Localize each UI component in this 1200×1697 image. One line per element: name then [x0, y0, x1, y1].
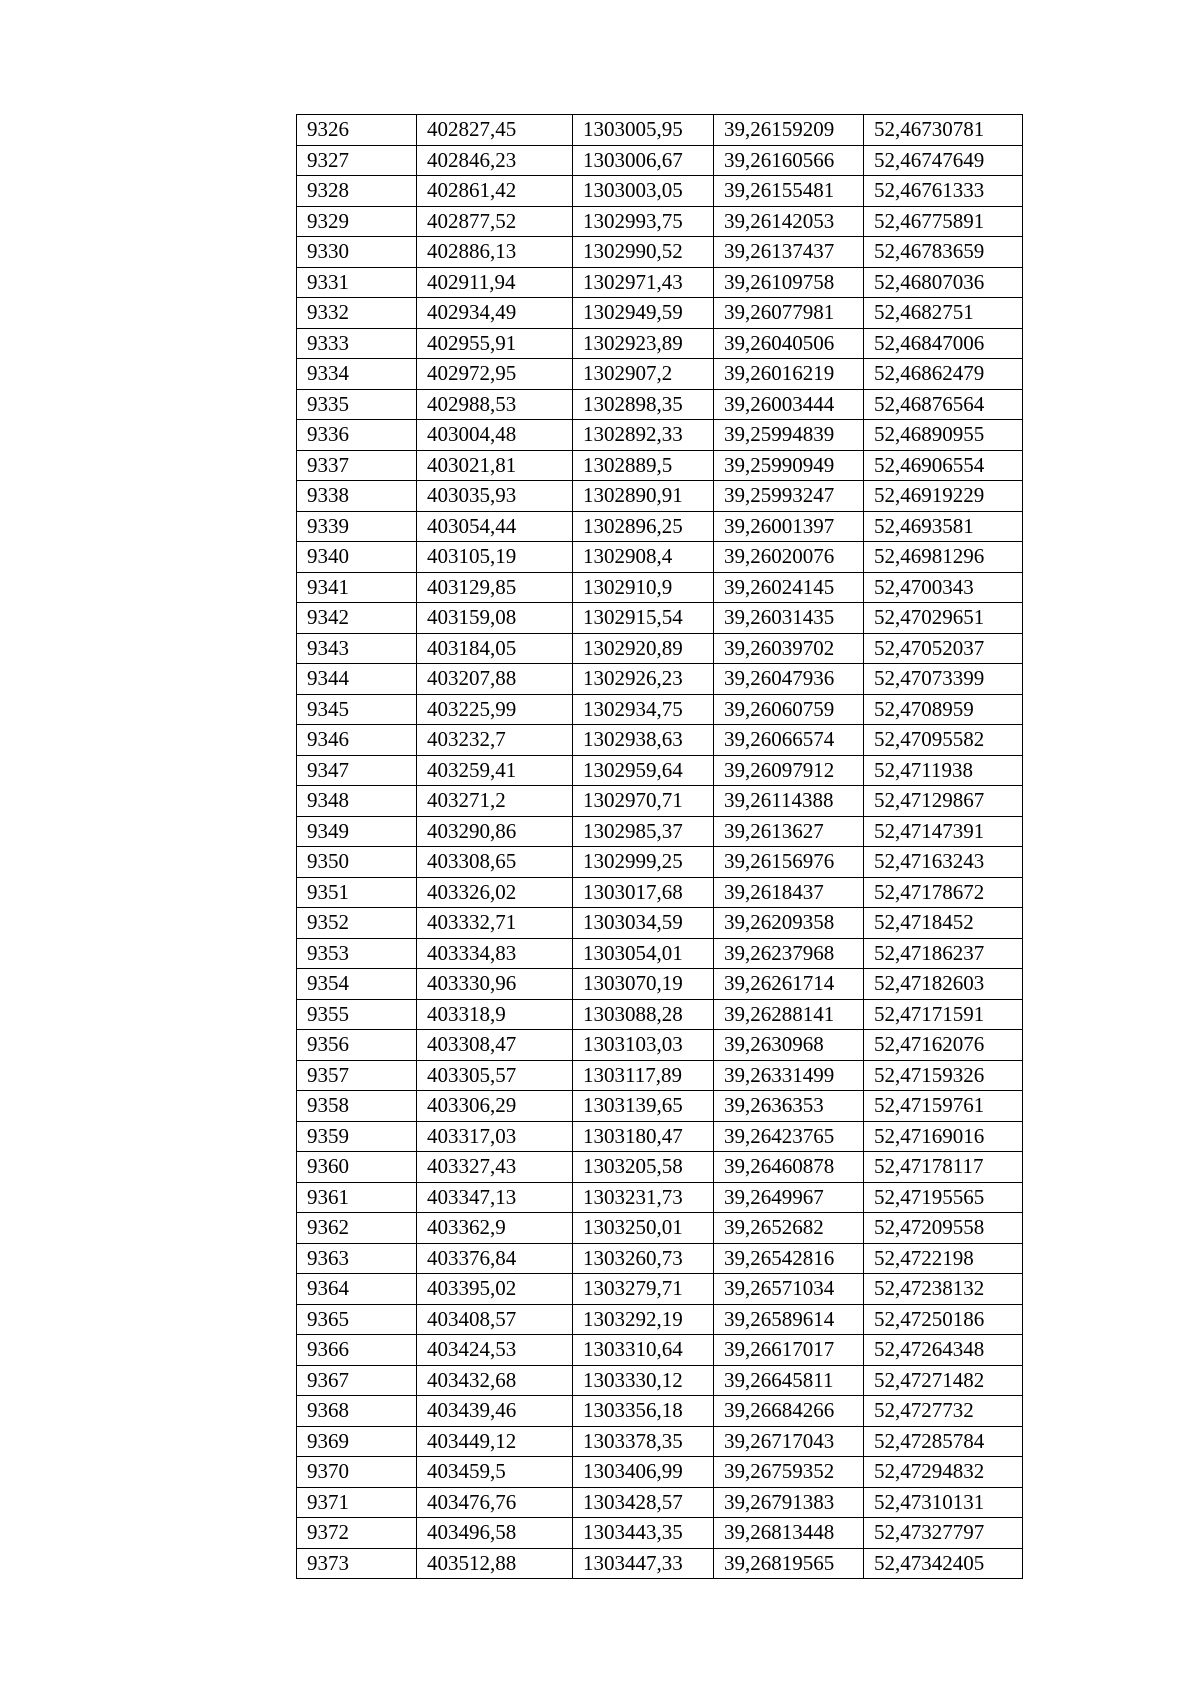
x-coordinate-cell: 403004,48	[417, 420, 573, 451]
x-coordinate-cell: 403432,68	[417, 1365, 573, 1396]
point-number-cell: 9338	[297, 481, 417, 512]
longitude-cell: 52,46862479	[864, 359, 1023, 390]
table-row	[297, 786, 1023, 817]
x-coordinate-cell: 403317,03	[417, 1121, 573, 1152]
point-number-cell: 9361	[297, 1182, 417, 1213]
latitude-cell: 39,26589614	[714, 1304, 864, 1335]
y-coordinate-cell: 1302908,4	[573, 542, 714, 573]
y-coordinate-cell: 1302920,89	[573, 633, 714, 664]
x-coordinate-cell: 403326,02	[417, 877, 573, 908]
y-coordinate-cell: 1303034,59	[573, 908, 714, 939]
x-coordinate-cell: 403159,08	[417, 603, 573, 634]
point-number-cell: 9342	[297, 603, 417, 634]
latitude-cell: 39,26331499	[714, 1060, 864, 1091]
latitude-cell: 39,26039702	[714, 633, 864, 664]
table-row	[297, 1396, 1023, 1427]
point-number-cell: 9352	[297, 908, 417, 939]
longitude-cell: 52,47264348	[864, 1335, 1023, 1366]
y-coordinate-cell: 1303117,89	[573, 1060, 714, 1091]
longitude-cell: 52,47052037	[864, 633, 1023, 664]
table-row	[297, 389, 1023, 420]
longitude-cell: 52,47095582	[864, 725, 1023, 756]
y-coordinate-cell: 1302890,91	[573, 481, 714, 512]
longitude-cell: 52,47129867	[864, 786, 1023, 817]
table-row	[297, 542, 1023, 573]
latitude-cell: 39,2618437	[714, 877, 864, 908]
x-coordinate-cell: 403305,57	[417, 1060, 573, 1091]
y-coordinate-cell: 1302910,9	[573, 572, 714, 603]
table-row	[297, 816, 1023, 847]
x-coordinate-cell: 403330,96	[417, 969, 573, 1000]
table-row	[297, 206, 1023, 237]
longitude-cell: 52,47169016	[864, 1121, 1023, 1152]
table-row	[297, 572, 1023, 603]
latitude-cell: 39,26040506	[714, 328, 864, 359]
point-number-cell: 9362	[297, 1213, 417, 1244]
point-number-cell: 9346	[297, 725, 417, 756]
latitude-cell: 39,25993247	[714, 481, 864, 512]
x-coordinate-cell: 403332,71	[417, 908, 573, 939]
y-coordinate-cell: 1302889,5	[573, 450, 714, 481]
latitude-cell: 39,26542816	[714, 1243, 864, 1274]
y-coordinate-cell: 1303054,01	[573, 938, 714, 969]
table-row	[297, 725, 1023, 756]
x-coordinate-cell: 402886,13	[417, 237, 573, 268]
latitude-cell: 39,26617017	[714, 1335, 864, 1366]
table-row	[297, 1060, 1023, 1091]
latitude-cell: 39,26288141	[714, 999, 864, 1030]
y-coordinate-cell: 1303088,28	[573, 999, 714, 1030]
latitude-cell: 39,26791383	[714, 1487, 864, 1518]
table-row	[297, 1518, 1023, 1549]
point-number-cell: 9334	[297, 359, 417, 390]
point-number-cell: 9337	[297, 450, 417, 481]
longitude-cell: 52,47162076	[864, 1030, 1023, 1061]
longitude-cell: 52,47285784	[864, 1426, 1023, 1457]
table-row	[297, 603, 1023, 634]
table-row	[297, 1304, 1023, 1335]
longitude-cell: 52,47250186	[864, 1304, 1023, 1335]
longitude-cell: 52,47271482	[864, 1365, 1023, 1396]
longitude-cell: 52,4693581	[864, 511, 1023, 542]
y-coordinate-cell: 1302898,35	[573, 389, 714, 420]
point-number-cell: 9351	[297, 877, 417, 908]
x-coordinate-cell: 402827,45	[417, 115, 573, 146]
y-coordinate-cell: 1303260,73	[573, 1243, 714, 1274]
point-number-cell: 9368	[297, 1396, 417, 1427]
latitude-cell: 39,26684266	[714, 1396, 864, 1427]
y-coordinate-cell: 1302993,75	[573, 206, 714, 237]
x-coordinate-cell: 403259,41	[417, 755, 573, 786]
table-row	[297, 1243, 1023, 1274]
y-coordinate-cell: 1303139,65	[573, 1091, 714, 1122]
latitude-cell: 39,2636353	[714, 1091, 864, 1122]
table-row	[297, 359, 1023, 390]
point-number-cell: 9357	[297, 1060, 417, 1091]
latitude-cell: 39,25990949	[714, 450, 864, 481]
longitude-cell: 52,47159761	[864, 1091, 1023, 1122]
longitude-cell: 52,46807036	[864, 267, 1023, 298]
x-coordinate-cell: 402934,49	[417, 298, 573, 329]
y-coordinate-cell: 1303180,47	[573, 1121, 714, 1152]
table-row	[297, 1274, 1023, 1305]
longitude-cell: 52,47342405	[864, 1548, 1023, 1579]
x-coordinate-cell: 402955,91	[417, 328, 573, 359]
y-coordinate-cell: 1303070,19	[573, 969, 714, 1000]
table-row	[297, 1030, 1023, 1061]
latitude-cell: 39,26003444	[714, 389, 864, 420]
latitude-cell: 39,26060759	[714, 694, 864, 725]
table-row	[297, 328, 1023, 359]
x-coordinate-cell: 403408,57	[417, 1304, 573, 1335]
point-number-cell: 9349	[297, 816, 417, 847]
latitude-cell: 39,2652682	[714, 1213, 864, 1244]
longitude-cell: 52,47029651	[864, 603, 1023, 634]
y-coordinate-cell: 1303310,64	[573, 1335, 714, 1366]
point-number-cell: 9364	[297, 1274, 417, 1305]
table-row	[297, 847, 1023, 878]
point-number-cell: 9363	[297, 1243, 417, 1274]
table-row	[297, 298, 1023, 329]
table-row	[297, 1365, 1023, 1396]
x-coordinate-cell: 403290,86	[417, 816, 573, 847]
longitude-cell: 52,46890955	[864, 420, 1023, 451]
y-coordinate-cell: 1302959,64	[573, 755, 714, 786]
longitude-cell: 52,47238132	[864, 1274, 1023, 1305]
point-number-cell: 9366	[297, 1335, 417, 1366]
table-row	[297, 1182, 1023, 1213]
longitude-cell: 52,47178672	[864, 877, 1023, 908]
y-coordinate-cell: 1303103,03	[573, 1030, 714, 1061]
table-row	[297, 420, 1023, 451]
point-number-cell: 9344	[297, 664, 417, 695]
table-row	[297, 633, 1023, 664]
x-coordinate-cell: 403054,44	[417, 511, 573, 542]
x-coordinate-cell: 402861,42	[417, 176, 573, 207]
latitude-cell: 39,26031435	[714, 603, 864, 634]
x-coordinate-cell: 403271,2	[417, 786, 573, 817]
longitude-cell: 52,47186237	[864, 938, 1023, 969]
point-number-cell: 9369	[297, 1426, 417, 1457]
table-row	[297, 1457, 1023, 1488]
point-number-cell: 9359	[297, 1121, 417, 1152]
table-row	[297, 938, 1023, 969]
y-coordinate-cell: 1302970,71	[573, 786, 714, 817]
y-coordinate-cell: 1302971,43	[573, 267, 714, 298]
longitude-cell: 52,47159326	[864, 1060, 1023, 1091]
latitude-cell: 39,26142053	[714, 206, 864, 237]
y-coordinate-cell: 1302926,23	[573, 664, 714, 695]
table-row	[297, 1548, 1023, 1579]
y-coordinate-cell: 1302923,89	[573, 328, 714, 359]
table-row	[297, 1426, 1023, 1457]
y-coordinate-cell: 1303005,95	[573, 115, 714, 146]
y-coordinate-cell: 1302999,25	[573, 847, 714, 878]
point-number-cell: 9348	[297, 786, 417, 817]
x-coordinate-cell: 403232,7	[417, 725, 573, 756]
latitude-cell: 39,26819565	[714, 1548, 864, 1579]
latitude-cell: 39,25994839	[714, 420, 864, 451]
x-coordinate-cell: 403347,13	[417, 1182, 573, 1213]
point-number-cell: 9371	[297, 1487, 417, 1518]
x-coordinate-cell: 403306,29	[417, 1091, 573, 1122]
longitude-cell: 52,46919229	[864, 481, 1023, 512]
latitude-cell: 39,26160566	[714, 145, 864, 176]
x-coordinate-cell: 403327,43	[417, 1152, 573, 1183]
latitude-cell: 39,26423765	[714, 1121, 864, 1152]
table-row	[297, 267, 1023, 298]
longitude-cell: 52,47209558	[864, 1213, 1023, 1244]
longitude-cell: 52,47073399	[864, 664, 1023, 695]
point-number-cell: 9355	[297, 999, 417, 1030]
point-number-cell: 9341	[297, 572, 417, 603]
y-coordinate-cell: 1303447,33	[573, 1548, 714, 1579]
x-coordinate-cell: 403207,88	[417, 664, 573, 695]
longitude-cell: 52,46847006	[864, 328, 1023, 359]
longitude-cell: 52,47310131	[864, 1487, 1023, 1518]
longitude-cell: 52,47178117	[864, 1152, 1023, 1183]
table-row	[297, 755, 1023, 786]
x-coordinate-cell: 403376,84	[417, 1243, 573, 1274]
table-row	[297, 969, 1023, 1000]
table-row	[297, 664, 1023, 695]
table-row	[297, 1152, 1023, 1183]
x-coordinate-cell: 403129,85	[417, 572, 573, 603]
latitude-cell: 39,26759352	[714, 1457, 864, 1488]
latitude-cell: 39,26155481	[714, 176, 864, 207]
point-number-cell: 9328	[297, 176, 417, 207]
latitude-cell: 39,2649967	[714, 1182, 864, 1213]
longitude-cell: 52,47195565	[864, 1182, 1023, 1213]
point-number-cell: 9345	[297, 694, 417, 725]
table-row	[297, 1213, 1023, 1244]
latitude-cell: 39,26460878	[714, 1152, 864, 1183]
latitude-cell: 39,26209358	[714, 908, 864, 939]
x-coordinate-cell: 403308,65	[417, 847, 573, 878]
y-coordinate-cell: 1303017,68	[573, 877, 714, 908]
y-coordinate-cell: 1303378,35	[573, 1426, 714, 1457]
point-number-cell: 9347	[297, 755, 417, 786]
x-coordinate-cell: 403459,5	[417, 1457, 573, 1488]
x-coordinate-cell: 403334,83	[417, 938, 573, 969]
point-number-cell: 9354	[297, 969, 417, 1000]
latitude-cell: 39,26137437	[714, 237, 864, 268]
table-row	[297, 237, 1023, 268]
y-coordinate-cell: 1302915,54	[573, 603, 714, 634]
x-coordinate-cell: 403439,46	[417, 1396, 573, 1427]
y-coordinate-cell: 1303205,58	[573, 1152, 714, 1183]
latitude-cell: 39,26156976	[714, 847, 864, 878]
table-row	[297, 694, 1023, 725]
y-coordinate-cell: 1303231,73	[573, 1182, 714, 1213]
point-number-cell: 9327	[297, 145, 417, 176]
y-coordinate-cell: 1303356,18	[573, 1396, 714, 1427]
latitude-cell: 39,26237968	[714, 938, 864, 969]
point-number-cell: 9350	[297, 847, 417, 878]
longitude-cell: 52,46730781	[864, 115, 1023, 146]
y-coordinate-cell: 1303330,12	[573, 1365, 714, 1396]
longitude-cell: 52,4708959	[864, 694, 1023, 725]
latitude-cell: 39,26813448	[714, 1518, 864, 1549]
point-number-cell: 9333	[297, 328, 417, 359]
longitude-cell: 52,46775891	[864, 206, 1023, 237]
y-coordinate-cell: 1302949,59	[573, 298, 714, 329]
latitude-cell: 39,26020076	[714, 542, 864, 573]
latitude-cell: 39,26114388	[714, 786, 864, 817]
y-coordinate-cell: 1303279,71	[573, 1274, 714, 1305]
table-row	[297, 1121, 1023, 1152]
point-number-cell: 9336	[297, 420, 417, 451]
latitude-cell: 39,26571034	[714, 1274, 864, 1305]
latitude-cell: 39,26001397	[714, 511, 864, 542]
table-row	[297, 511, 1023, 542]
longitude-cell: 52,4682751	[864, 298, 1023, 329]
y-coordinate-cell: 1303406,99	[573, 1457, 714, 1488]
latitude-cell: 39,26016219	[714, 359, 864, 390]
latitude-cell: 39,26077981	[714, 298, 864, 329]
y-coordinate-cell: 1302896,25	[573, 511, 714, 542]
point-number-cell: 9340	[297, 542, 417, 573]
latitude-cell: 39,26024145	[714, 572, 864, 603]
x-coordinate-cell: 402877,52	[417, 206, 573, 237]
x-coordinate-cell: 403184,05	[417, 633, 573, 664]
point-number-cell: 9353	[297, 938, 417, 969]
x-coordinate-cell: 402911,94	[417, 267, 573, 298]
longitude-cell: 52,47327797	[864, 1518, 1023, 1549]
point-number-cell: 9356	[297, 1030, 417, 1061]
point-number-cell: 9326	[297, 115, 417, 146]
latitude-cell: 39,26066574	[714, 725, 864, 756]
point-number-cell: 9367	[297, 1365, 417, 1396]
x-coordinate-cell: 403021,81	[417, 450, 573, 481]
x-coordinate-cell: 403225,99	[417, 694, 573, 725]
x-coordinate-cell: 402972,95	[417, 359, 573, 390]
y-coordinate-cell: 1303003,05	[573, 176, 714, 207]
longitude-cell: 52,46876564	[864, 389, 1023, 420]
point-number-cell: 9330	[297, 237, 417, 268]
y-coordinate-cell: 1303250,01	[573, 1213, 714, 1244]
point-number-cell: 9360	[297, 1152, 417, 1183]
x-coordinate-cell: 403395,02	[417, 1274, 573, 1305]
point-number-cell: 9339	[297, 511, 417, 542]
latitude-cell: 39,26109758	[714, 267, 864, 298]
point-number-cell: 9372	[297, 1518, 417, 1549]
y-coordinate-cell: 1302985,37	[573, 816, 714, 847]
point-number-cell: 9329	[297, 206, 417, 237]
latitude-cell: 39,26645811	[714, 1365, 864, 1396]
table-row	[297, 908, 1023, 939]
x-coordinate-cell: 403496,58	[417, 1518, 573, 1549]
table-row	[297, 877, 1023, 908]
table-row	[297, 1335, 1023, 1366]
x-coordinate-cell: 403512,88	[417, 1548, 573, 1579]
table-row	[297, 481, 1023, 512]
longitude-cell: 52,47171591	[864, 999, 1023, 1030]
longitude-cell: 52,4727732	[864, 1396, 1023, 1427]
point-number-cell: 9335	[297, 389, 417, 420]
y-coordinate-cell: 1302990,52	[573, 237, 714, 268]
longitude-cell: 52,47163243	[864, 847, 1023, 878]
latitude-cell: 39,26159209	[714, 115, 864, 146]
table-row	[297, 115, 1023, 146]
longitude-cell: 52,46783659	[864, 237, 1023, 268]
table-row	[297, 999, 1023, 1030]
point-number-cell: 9332	[297, 298, 417, 329]
longitude-cell: 52,46981296	[864, 542, 1023, 573]
latitude-cell: 39,26047936	[714, 664, 864, 695]
x-coordinate-cell: 403105,19	[417, 542, 573, 573]
longitude-cell: 52,4718452	[864, 908, 1023, 939]
table-row	[297, 450, 1023, 481]
table-row	[297, 1487, 1023, 1518]
x-coordinate-cell: 403318,9	[417, 999, 573, 1030]
point-number-cell: 9343	[297, 633, 417, 664]
y-coordinate-cell: 1303006,67	[573, 145, 714, 176]
y-coordinate-cell: 1303292,19	[573, 1304, 714, 1335]
x-coordinate-cell: 403449,12	[417, 1426, 573, 1457]
x-coordinate-cell: 403308,47	[417, 1030, 573, 1061]
y-coordinate-cell: 1302907,2	[573, 359, 714, 390]
latitude-cell: 39,2630968	[714, 1030, 864, 1061]
longitude-cell: 52,46747649	[864, 145, 1023, 176]
table-row	[297, 176, 1023, 207]
point-number-cell: 9370	[297, 1457, 417, 1488]
y-coordinate-cell: 1302934,75	[573, 694, 714, 725]
x-coordinate-cell: 403476,76	[417, 1487, 573, 1518]
x-coordinate-cell: 402988,53	[417, 389, 573, 420]
y-coordinate-cell: 1303428,57	[573, 1487, 714, 1518]
longitude-cell: 52,4711938	[864, 755, 1023, 786]
longitude-cell: 52,47182603	[864, 969, 1023, 1000]
point-number-cell: 9365	[297, 1304, 417, 1335]
x-coordinate-cell: 403035,93	[417, 481, 573, 512]
point-number-cell: 9373	[297, 1548, 417, 1579]
point-number-cell: 9331	[297, 267, 417, 298]
longitude-cell: 52,47294832	[864, 1457, 1023, 1488]
longitude-cell: 52,47147391	[864, 816, 1023, 847]
longitude-cell: 52,46761333	[864, 176, 1023, 207]
latitude-cell: 39,26097912	[714, 755, 864, 786]
latitude-cell: 39,26717043	[714, 1426, 864, 1457]
table-row	[297, 1091, 1023, 1122]
coordinates-table-body	[297, 115, 1023, 1579]
y-coordinate-cell: 1302938,63	[573, 725, 714, 756]
latitude-cell: 39,2613627	[714, 816, 864, 847]
x-coordinate-cell: 403424,53	[417, 1335, 573, 1366]
y-coordinate-cell: 1303443,35	[573, 1518, 714, 1549]
latitude-cell: 39,26261714	[714, 969, 864, 1000]
x-coordinate-cell: 403362,9	[417, 1213, 573, 1244]
longitude-cell: 52,46906554	[864, 450, 1023, 481]
y-coordinate-cell: 1302892,33	[573, 420, 714, 451]
longitude-cell: 52,4700343	[864, 572, 1023, 603]
point-number-cell: 9358	[297, 1091, 417, 1122]
table-row	[297, 145, 1023, 176]
x-coordinate-cell: 402846,23	[417, 145, 573, 176]
longitude-cell: 52,4722198	[864, 1243, 1023, 1274]
coordinates-table	[296, 114, 1023, 1579]
